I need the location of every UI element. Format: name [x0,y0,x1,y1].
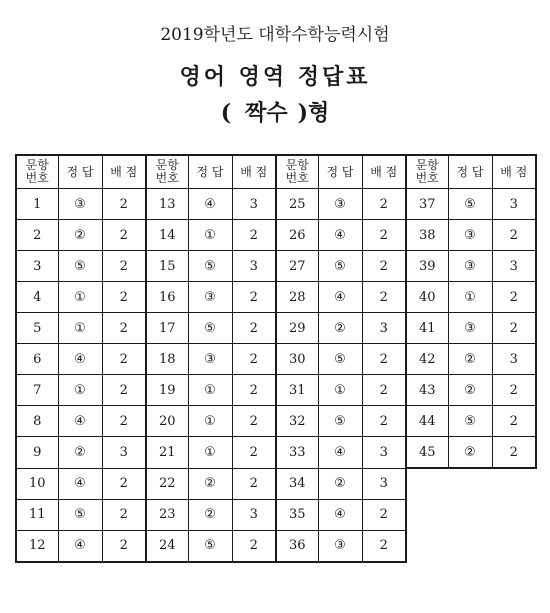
question-number: 14 [146,220,188,251]
col-header-points: 배 점 [492,155,536,189]
points-cell: 3 [492,189,536,220]
question-number: 35 [276,499,318,530]
answer-cell: ② [448,344,492,375]
points-cell: 2 [492,282,536,313]
answer-cell: ② [58,437,102,469]
question-number: 4 [16,282,58,313]
table-row [16,530,536,562]
table-body [16,189,536,562]
question-number: 5 [16,313,58,344]
table-header-row [16,155,536,189]
points-cell: 3 [362,468,406,499]
question-number: 43 [406,375,448,406]
answer-cell: ⑤ [58,251,102,282]
question-number: 21 [146,437,188,469]
table-row [16,313,536,344]
answer-cell: ③ [448,251,492,282]
answer-cell: ① [58,282,102,313]
question-number: 37 [406,189,448,220]
question-number: 3 [16,251,58,282]
answer-cell: ④ [318,499,362,530]
table-row [16,344,536,375]
question-number: 33 [276,437,318,469]
question-number: 34 [276,468,318,499]
col-header-number: 문항 번호 [276,155,318,189]
answer-cell: ① [58,313,102,344]
col-header-number: 문항 번호 [406,155,448,189]
points-cell: 3 [362,437,406,469]
points-cell: 2 [102,344,146,375]
answer-cell: ④ [58,344,102,375]
points-cell: 2 [492,375,536,406]
answer-cell: ③ [188,282,232,313]
answer-cell: ⑤ [58,499,102,530]
col-header-answer: 정 답 [58,155,102,189]
points-cell: 2 [362,220,406,251]
empty-cell [448,468,492,499]
type-close-paren: )형 [297,100,330,126]
answer-cell: ① [448,282,492,313]
answer-cell: ④ [58,530,102,562]
points-cell: 2 [102,530,146,562]
question-number: 31 [276,375,318,406]
points-cell: 2 [102,251,146,282]
empty-cell [406,468,448,499]
points-cell: 2 [102,220,146,251]
answer-cell: ④ [318,282,362,313]
type-open-paren: ( [220,100,232,126]
type-name: 짝수 [245,100,288,126]
answer-cell: ② [188,499,232,530]
points-cell: 2 [102,282,146,313]
question-number: 32 [276,406,318,437]
question-number: 41 [406,313,448,344]
question-number: 27 [276,251,318,282]
answer-cell: ② [58,220,102,251]
col-header-answer: 정 답 [318,155,362,189]
answer-cell: ② [318,313,362,344]
empty-cell [448,530,492,562]
table-row [16,406,536,437]
points-cell: 2 [232,375,276,406]
col-header-number: 문항 번호 [146,155,188,189]
answer-cell: ③ [58,189,102,220]
col-header-number: 문항 번호 [16,155,58,189]
answer-cell: ③ [448,313,492,344]
points-cell: 3 [232,189,276,220]
answer-cell: ① [188,375,232,406]
points-cell: 2 [362,189,406,220]
answer-cell: ② [188,468,232,499]
question-number: 13 [146,189,188,220]
points-cell: 3 [362,313,406,344]
answer-cell: ① [58,375,102,406]
answer-cell: ② [448,375,492,406]
answer-key-table [15,154,537,563]
points-cell: 2 [232,468,276,499]
table-row [16,499,536,530]
question-number: 18 [146,344,188,375]
answer-cell: ① [188,406,232,437]
answer-cell: ④ [58,468,102,499]
question-number: 45 [406,437,448,469]
points-cell: 2 [102,375,146,406]
answer-cell: ④ [318,437,362,469]
empty-cell [492,468,536,499]
answer-cell: ⑤ [188,313,232,344]
points-cell: 2 [362,375,406,406]
points-cell: 2 [232,406,276,437]
answer-cell: ④ [188,189,232,220]
col-header-points: 배 점 [362,155,406,189]
answer-cell: ⑤ [318,406,362,437]
answer-cell: ⑤ [448,406,492,437]
table-row [16,282,536,313]
points-cell: 2 [102,406,146,437]
question-number: 22 [146,468,188,499]
question-number: 42 [406,344,448,375]
question-number: 19 [146,375,188,406]
answer-cell: ① [188,220,232,251]
points-cell: 2 [492,406,536,437]
col-header-answer: 정 답 [188,155,232,189]
question-number: 24 [146,530,188,562]
points-cell: 2 [492,220,536,251]
answer-cell: ② [448,437,492,469]
answer-cell: ⑤ [188,530,232,562]
answer-cell: ① [318,375,362,406]
answer-cell: ③ [448,220,492,251]
question-number: 12 [16,530,58,562]
question-number: 15 [146,251,188,282]
empty-cell [406,499,448,530]
question-number: 20 [146,406,188,437]
points-cell: 3 [492,344,536,375]
points-cell: 3 [102,437,146,469]
col-header-points: 배 점 [102,155,146,189]
empty-cell [492,530,536,562]
points-cell: 2 [492,313,536,344]
points-cell: 2 [362,530,406,562]
points-cell: 2 [102,189,146,220]
question-number: 1 [16,189,58,220]
points-cell: 2 [232,282,276,313]
question-number: 29 [276,313,318,344]
points-cell: 3 [232,251,276,282]
question-number: 44 [406,406,448,437]
points-cell: 3 [232,499,276,530]
question-number: 23 [146,499,188,530]
answer-cell: ⑤ [318,344,362,375]
col-header-points: 배 점 [232,155,276,189]
table-row [16,251,536,282]
question-number: 10 [16,468,58,499]
question-number: 25 [276,189,318,220]
table-row [16,468,536,499]
answer-cell: ⑤ [448,189,492,220]
question-number: 16 [146,282,188,313]
points-cell: 2 [102,468,146,499]
question-number: 38 [406,220,448,251]
points-cell: 2 [232,437,276,469]
answer-cell: ① [188,437,232,469]
answer-cell: ⑤ [188,251,232,282]
question-number: 11 [16,499,58,530]
points-cell: 2 [232,220,276,251]
table-row [16,437,536,469]
page-title: 영어 영역 정답표 [179,64,371,90]
points-cell: 2 [362,344,406,375]
points-cell: 2 [362,282,406,313]
question-number: 7 [16,375,58,406]
table-row [16,189,536,220]
empty-cell [492,499,536,530]
points-cell: 2 [232,530,276,562]
table-row [16,375,536,406]
question-number: 8 [16,406,58,437]
question-number: 40 [406,282,448,313]
points-cell: 2 [492,437,536,469]
points-cell: 2 [102,499,146,530]
points-cell: 2 [362,251,406,282]
answer-cell: ⑤ [318,251,362,282]
exam-type-line [0,96,550,127]
points-cell: 2 [232,313,276,344]
points-cell: 2 [362,406,406,437]
question-number: 17 [146,313,188,344]
answer-cell: ④ [318,220,362,251]
question-number: 30 [276,344,318,375]
col-header-answer: 정 답 [448,155,492,189]
question-number: 2 [16,220,58,251]
answer-cell: ③ [318,530,362,562]
exam-year-line: 2019학년도 대학수학능력시험 [160,25,390,45]
points-cell: 2 [362,499,406,530]
question-number: 39 [406,251,448,282]
question-number: 6 [16,344,58,375]
table-row [16,220,536,251]
empty-cell [448,499,492,530]
points-cell: 3 [492,251,536,282]
question-number: 26 [276,220,318,251]
question-number: 28 [276,282,318,313]
answer-cell: ② [318,468,362,499]
points-cell: 2 [232,344,276,375]
points-cell: 2 [102,313,146,344]
question-number: 36 [276,530,318,562]
answer-cell: ④ [58,406,102,437]
question-number: 9 [16,437,58,469]
answer-cell: ③ [188,344,232,375]
empty-cell [406,530,448,562]
answer-cell: ③ [318,189,362,220]
